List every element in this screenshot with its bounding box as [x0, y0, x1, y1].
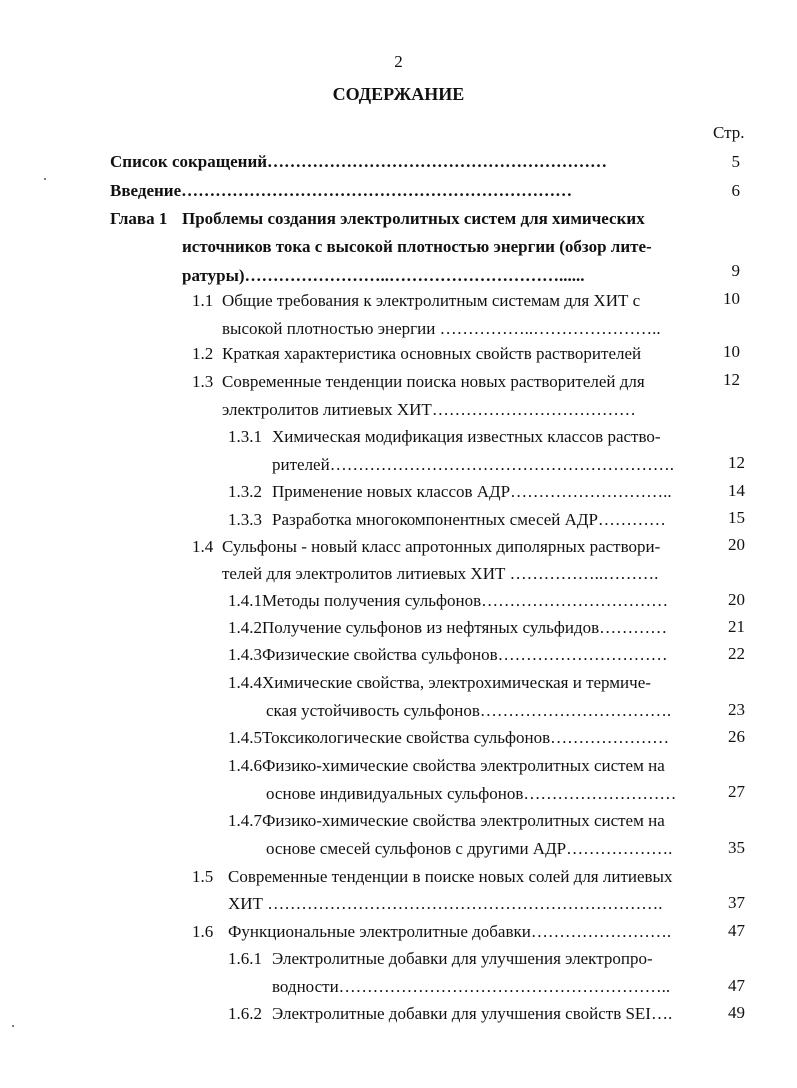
- toc-entry-text: 1.4.2Получение сульфонов из нефтяных сульфидов…………: [228, 618, 668, 637]
- toc-entry-page: 9: [731, 261, 740, 280]
- toc-entry-page: 49: [728, 1003, 745, 1022]
- toc-entry-number: 1.1: [192, 291, 214, 310]
- toc-entry-text: ская устойчивость сульфонов…………………………….: [266, 701, 672, 720]
- toc-entry-text: 1.4.5Токсикологические свойства сульфонов…………………: [228, 728, 670, 747]
- toc-entry-text: Краткая характеристика основных свойств растворителей: [222, 344, 642, 363]
- toc-entry-text: Современные тенденции поиска новых растворителей для: [222, 372, 645, 391]
- toc-entry-page: 5: [731, 152, 740, 171]
- toc-entry-text: рителей…………………………………………………….: [272, 455, 674, 474]
- toc-entry-page: 47: [728, 976, 745, 995]
- toc-entry-page: 35: [728, 838, 745, 857]
- toc-entry-text: 1.4.7Физико-химические свойства электролитных систем на: [228, 811, 665, 830]
- toc-entry-text: ХИТ …………………………………………………………….: [228, 894, 663, 913]
- toc-entry-number: 1.2: [192, 344, 214, 363]
- toc-entry-text: водности…………………………………………………..: [272, 977, 671, 996]
- toc-entry-text: источников тока с высокой плотностью энергии (обзор лите-: [182, 237, 652, 256]
- toc-entry-page: 21: [728, 617, 745, 636]
- toc-entry-text: Проблемы создания электролитных систем для химических: [182, 209, 645, 228]
- toc-entry-page: 27: [728, 782, 745, 801]
- toc-entry-number: 1.3.1: [228, 427, 262, 446]
- page-title: СОДЕРЖАНИЕ: [332, 84, 465, 104]
- toc-entry-page: 26: [728, 727, 745, 746]
- toc-entry-text: Электролитные добавки для улучшения свойств SEI….: [272, 1004, 673, 1023]
- toc-entry-text: Электролитные добавки для улучшения электропро-: [272, 949, 653, 968]
- toc-entry-page: 12: [728, 453, 745, 472]
- toc-entry-page: 14: [728, 481, 745, 500]
- toc-entry-page: 20: [728, 535, 745, 554]
- toc-entry-page: 37: [728, 893, 745, 912]
- toc-entry-text: Применение новых классов АДР………………………..: [272, 482, 672, 501]
- toc-entry-text: Химическая модификация известных классов раство-: [272, 427, 661, 446]
- toc-entry-page: 20: [728, 590, 745, 609]
- toc-entry-page: 10: [723, 342, 740, 361]
- toc-entry-text: Разработка многокомпонентных смесей АДР…………: [272, 510, 666, 529]
- toc-entry-text: 1.4.6Физико-химические свойства электролитных систем на: [228, 756, 665, 775]
- toc-entry-number: 1.3: [192, 372, 214, 391]
- toc-entry-text: Список сокращений……………………………………………………: [110, 152, 608, 171]
- toc-entry-page: 47: [728, 921, 745, 940]
- toc-entry-text: 1.4.1Методы получения сульфонов……………………………: [228, 591, 669, 610]
- toc-entry-number: 1.6.1: [228, 949, 262, 968]
- toc-entry-text: Общие требования к электролитным системам для ХИТ с: [222, 291, 641, 310]
- toc-entry-page: 10: [723, 289, 740, 308]
- toc-entry-number: 1.6.2: [228, 1004, 262, 1023]
- page-number: 2: [394, 52, 403, 71]
- toc-entry-page: 23: [728, 700, 745, 719]
- toc-entry-number: 1.3.2: [228, 482, 262, 501]
- toc-entry-text: Сульфоны - новый класс апротонных диполярных раствори-: [222, 537, 661, 556]
- toc-entry-number: 1.6: [192, 922, 214, 941]
- page-column-header: Стр.: [713, 123, 745, 142]
- scan-speck: [44, 178, 46, 180]
- toc-entry-text: основе смесей сульфонов с другими АДР……………….: [266, 839, 673, 858]
- toc-entry-text: Функциональные электролитные добавки…………………….: [228, 922, 672, 941]
- toc-entry-text: Современные тенденции в поиске новых солей для литиевых: [228, 867, 673, 886]
- toc-entry-text: высокой плотностью энергии ……………..…………………..: [222, 319, 661, 338]
- toc-entry-text: основе индивидуальных сульфонов………………………: [266, 784, 677, 803]
- toc-entry-number: Глава 1: [110, 209, 168, 228]
- toc-entry-page: 15: [728, 508, 745, 527]
- toc-entry-text: электролитов литиевых ХИТ………………………………: [222, 400, 636, 419]
- toc-entry-number: 1.5: [192, 867, 214, 886]
- scan-speck: [12, 1025, 14, 1027]
- toc-entry-number: 1.3.3: [228, 510, 262, 529]
- toc-entry-page: 22: [728, 644, 745, 663]
- toc-entry-number: 1.4: [192, 537, 214, 556]
- toc-entry-text: 1.4.4Химические свойства, электрохимическая и термиче-: [228, 673, 651, 692]
- toc-entry-page: 12: [723, 370, 740, 389]
- toc-entry-text: телей для электролитов литиевых ХИТ ……………..……….: [222, 564, 659, 583]
- toc-entry-text: 1.4.3Физические свойства сульфонов…………………………: [228, 645, 668, 664]
- toc-entry-text: Введение……………………………………………………………: [110, 181, 573, 200]
- toc-entry-page: 6: [731, 181, 740, 200]
- toc-entry-text: ратуры)……………………..…………………………......: [182, 266, 585, 285]
